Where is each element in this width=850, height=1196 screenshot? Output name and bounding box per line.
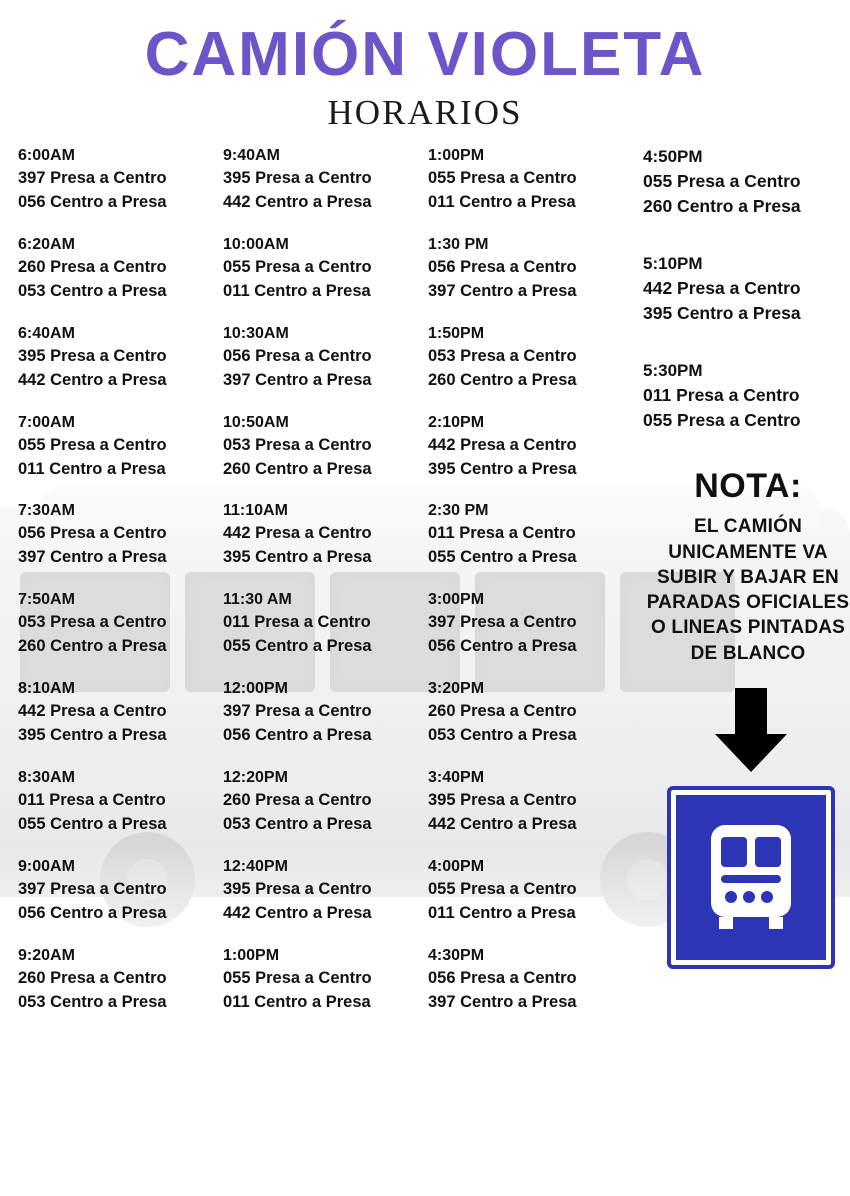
- schedule-slot: [428, 858, 633, 926]
- slot-time: 9:20AM: [18, 946, 75, 964]
- schedule-slot: [428, 414, 633, 482]
- slot-time: 1:00PM: [428, 147, 485, 165]
- schedule-slot: [223, 147, 428, 215]
- slot-route: 011 Presa a Centro: [223, 613, 371, 632]
- slot-time: 3:00PM: [428, 591, 485, 609]
- schedule-slot: [643, 254, 850, 327]
- schedule-slot: [428, 947, 633, 1015]
- slot-route: 397 Centro a Presa: [428, 992, 577, 1011]
- slot-time: 6:40AM: [18, 324, 75, 342]
- slot-time: 12:20PM: [223, 769, 288, 786]
- schedule-column-4: [633, 147, 850, 1035]
- slot-route: 011 Centro a Presa: [428, 193, 576, 212]
- slot-route: 056 Presa a Centro: [18, 524, 167, 543]
- slot-route: 260 Presa a Centro: [223, 791, 372, 809]
- slot-route: 442 Presa a Centro: [428, 435, 577, 454]
- slot-route: 053 Presa a Centro: [18, 613, 167, 632]
- slot-time: 11:10AM: [223, 502, 288, 520]
- schedule-slot: [18, 414, 223, 482]
- schedule-slot: [223, 769, 428, 837]
- schedule-slot: [18, 147, 223, 215]
- schedule-column-3: [428, 147, 633, 1035]
- slot-time: 3:20PM: [428, 680, 485, 698]
- slot-time: 9:40AM: [223, 147, 280, 165]
- slot-time: 4:30PM: [428, 946, 485, 964]
- schedule-slot: [428, 236, 633, 304]
- slot-route: 055 Centro a Presa: [18, 814, 167, 833]
- slot-route: 011 Centro a Presa: [18, 459, 166, 478]
- slot-route: 260 Centro a Presa: [643, 196, 801, 217]
- slot-time: 1:30 PM: [428, 235, 489, 253]
- schedule-slot: [18, 769, 223, 837]
- slot-route: 055 Centro a Presa: [223, 637, 372, 656]
- slot-time: 12:00PM: [223, 680, 288, 698]
- slot-route: 397 Centro a Presa: [428, 281, 577, 300]
- slot-route: 397 Centro a Presa: [223, 370, 372, 389]
- slot-time: 3:40PM: [428, 769, 485, 786]
- note-block: [643, 467, 850, 666]
- slot-route: 011 Presa a Centro: [428, 524, 576, 543]
- slot-route: 053 Presa a Centro: [428, 346, 577, 365]
- arrow-down-container: [643, 684, 850, 776]
- bus-sign-icon: [697, 817, 805, 937]
- slot-route: 395 Presa a Centro: [428, 791, 577, 809]
- slot-route: 053 Centro a Presa: [18, 992, 167, 1011]
- slot-time: 7:00AM: [18, 413, 75, 431]
- page-subtitle: HORARIOS: [327, 93, 523, 133]
- slot-time: 7:50AM: [18, 591, 75, 609]
- slot-route: 053 Centro a Presa: [18, 281, 167, 300]
- slot-route: 056 Centro a Presa: [428, 637, 577, 656]
- slot-time: 1:50PM: [428, 324, 485, 342]
- slot-route: 397 Presa a Centro: [223, 702, 372, 721]
- page-title: CAMIÓN VIOLETA: [144, 20, 706, 89]
- schedule-slot: [428, 680, 633, 748]
- poster: [0, 22, 850, 1196]
- slot-route: 395 Presa a Centro: [223, 169, 372, 188]
- schedule-column-2: [223, 147, 428, 1035]
- schedule-slot: [223, 947, 428, 1015]
- slot-time: 5:10PM: [643, 253, 703, 273]
- schedule-slot: [223, 680, 428, 748]
- slot-time: 7:30AM: [18, 502, 75, 520]
- schedule-slot: [18, 236, 223, 304]
- bus-stop-sign: [667, 786, 835, 969]
- slot-time: 10:00AM: [223, 235, 289, 253]
- slot-time: 11:30 AM: [223, 591, 292, 609]
- slot-time: 8:30AM: [18, 769, 75, 786]
- slot-route: 395 Centro a Presa: [428, 459, 577, 478]
- slot-route: 397 Presa a Centro: [18, 879, 167, 898]
- slot-route: 011 Centro a Presa: [223, 992, 371, 1011]
- arrow-down-icon: [705, 684, 797, 776]
- schedule-slot: [18, 502, 223, 570]
- schedule-slot: [223, 858, 428, 926]
- slot-route: 055 Centro a Presa: [428, 548, 577, 567]
- slot-route: 260 Presa a Centro: [18, 257, 167, 276]
- slot-route: 056 Presa a Centro: [428, 257, 577, 276]
- slot-route: 011 Centro a Presa: [428, 903, 576, 922]
- slot-route: 260 Presa a Centro: [428, 702, 577, 721]
- slot-route: 053 Centro a Presa: [223, 814, 372, 833]
- slot-route: 011 Presa a Centro: [18, 791, 166, 809]
- slot-route: 055 Presa a Centro: [18, 435, 167, 454]
- slot-route: 056 Presa a Centro: [428, 968, 577, 987]
- schedule-slot: [18, 325, 223, 393]
- schedule-slot: [223, 236, 428, 304]
- slot-time: 6:20AM: [18, 235, 75, 253]
- slot-route: 397 Centro a Presa: [18, 548, 167, 567]
- slot-route: 442 Presa a Centro: [223, 524, 372, 543]
- slot-route: 056 Presa a Centro: [223, 346, 372, 365]
- slot-route: 260 Centro a Presa: [18, 637, 167, 656]
- slot-route: 055 Presa a Centro: [223, 257, 372, 276]
- slot-route: 395 Centro a Presa: [223, 548, 372, 567]
- slot-route: 055 Presa a Centro: [643, 409, 801, 430]
- slot-route: 056 Centro a Presa: [223, 726, 372, 745]
- schedule-slot: [223, 325, 428, 393]
- slot-route: 055 Presa a Centro: [428, 879, 577, 898]
- slot-route: 260 Centro a Presa: [428, 370, 577, 389]
- schedule-columns: [0, 147, 850, 1035]
- slot-time: 2:30 PM: [428, 502, 489, 520]
- slot-route: 395 Presa a Centro: [18, 346, 167, 365]
- schedule-slot: [223, 591, 428, 659]
- slot-route: 011 Centro a Presa: [223, 281, 371, 300]
- slot-time: 10:50AM: [223, 413, 289, 431]
- schedule-slot: [18, 947, 223, 1015]
- slot-time: 9:00AM: [18, 857, 75, 875]
- schedule-slot: [643, 361, 850, 434]
- slot-route: 395 Presa a Centro: [223, 879, 372, 898]
- schedule-slot: [223, 502, 428, 570]
- note-body: EL CAMIÓN UNICAMENTE VA SUBIR Y BAJAR EN PARADAS OFICIALES O LINEAS PINTADAS DE BLANCO: [646, 516, 850, 664]
- slot-time: 10:30AM: [223, 324, 289, 342]
- slot-route: 055 Presa a Centro: [643, 171, 801, 192]
- slot-route: 442 Presa a Centro: [18, 702, 167, 721]
- slot-route: 260 Centro a Presa: [223, 459, 372, 478]
- schedule-slot: [18, 591, 223, 659]
- slot-route: 011 Presa a Centro: [643, 384, 800, 405]
- schedule-slot: [223, 414, 428, 482]
- schedule-slot: [428, 591, 633, 659]
- slot-route: 260 Presa a Centro: [18, 968, 167, 987]
- slot-route: 395 Centro a Presa: [643, 303, 801, 324]
- slot-route: 056 Centro a Presa: [18, 903, 167, 922]
- slot-route: 442 Centro a Presa: [223, 903, 372, 922]
- slot-route: 397 Presa a Centro: [428, 613, 577, 632]
- schedule-slot: [428, 325, 633, 393]
- slot-time: 5:30PM: [643, 360, 703, 380]
- slot-route: 442 Centro a Presa: [223, 193, 372, 212]
- schedule-slot: [428, 769, 633, 837]
- slot-route: 442 Presa a Centro: [643, 277, 801, 298]
- slot-time: 6:00AM: [18, 147, 75, 165]
- slot-route: 397 Presa a Centro: [18, 169, 167, 188]
- slot-route: 053 Centro a Presa: [428, 726, 577, 745]
- slot-route: 053 Presa a Centro: [223, 435, 372, 454]
- schedule-slot: [18, 858, 223, 926]
- schedule-slot: [428, 502, 633, 570]
- slot-time: 4:00PM: [428, 857, 485, 875]
- slot-time: 8:10AM: [18, 680, 75, 698]
- schedule-slot: [18, 680, 223, 748]
- slot-time: 12:40PM: [223, 857, 288, 875]
- schedule-slot: [428, 147, 633, 215]
- slot-route: 395 Centro a Presa: [18, 726, 167, 745]
- bus-stop-sign-inner: [681, 800, 821, 955]
- note-title: NOTA:: [694, 467, 802, 506]
- slot-route: 055 Presa a Centro: [428, 169, 577, 188]
- slot-time: 2:10PM: [428, 413, 485, 431]
- slot-time: 4:50PM: [643, 147, 703, 167]
- slot-route: 442 Centro a Presa: [428, 814, 577, 833]
- slot-route: 055 Presa a Centro: [223, 968, 372, 987]
- slot-time: 1:00PM: [223, 946, 280, 964]
- slot-route: 442 Centro a Presa: [18, 370, 167, 389]
- schedule-slot: [643, 147, 850, 220]
- schedule-column-1: [18, 147, 223, 1035]
- slot-route: 056 Centro a Presa: [18, 193, 167, 212]
